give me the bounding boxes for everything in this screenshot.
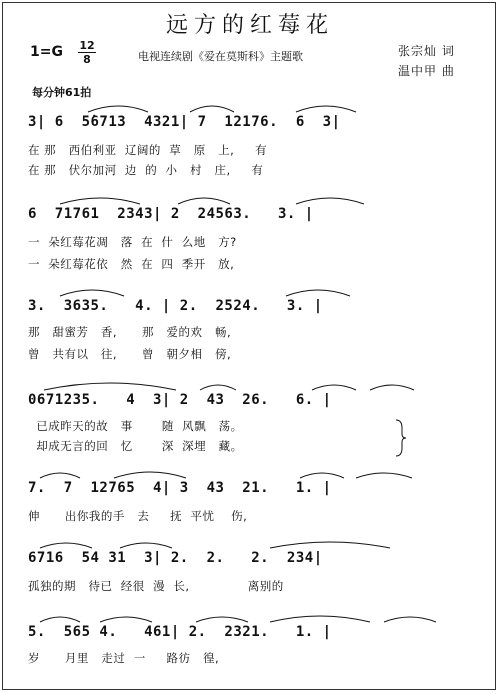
lyric-line-4b: 却成无言的回 忆 深 深埋 藏。: [28, 439, 243, 453]
time-signature: [78, 40, 96, 65]
time-signature-bottom: 8: [83, 53, 91, 66]
notation-line-3: 3. 3635. 4. | 2. 2524. 3. |: [28, 298, 323, 314]
lyric-line-3a: 那 甜蜜芳 香, 那 爱的欢 畅,: [28, 325, 232, 339]
lyric-line-1a: 在 那 西伯利亚 辽阔的 草 原 上, 有: [28, 143, 268, 157]
lyric-line-7a: 岁 月里 走过 一 路彷 徨,: [28, 651, 220, 665]
credit-composer: [398, 62, 455, 79]
key-signature: 1=G: [30, 44, 63, 60]
credit-lyricist: [398, 42, 455, 59]
notation-line-6: 6716 54 31 3| 2. 2. 2. 234|: [28, 550, 323, 566]
notation-line-1: 3| 6 5̇6713 4321| 7 12176. 6 3|: [28, 114, 341, 130]
notation-line-2: 6 71761 2343| 2 24563. 3. |: [28, 206, 314, 222]
notation-line-4: 0671235. 4 3| 2 43 26. 6. |: [28, 392, 332, 408]
lyric-line-3b: 曾 共有以 往, 曾 朝夕相 傍,: [28, 347, 232, 361]
lyric-line-2a: 一 朵红莓花凋 落 在 什 么地 方?: [28, 235, 237, 249]
lyric-line-1b: 在 那 伏尔加河 边 的 小 村 庄, 有: [28, 163, 264, 177]
time-signature-top: 12: [79, 39, 95, 52]
lyric-line-4a: 已成昨天的故 事 随 风飘 荡。: [28, 419, 243, 433]
lyric-line-5a: 伸 出你我的手 去 抚 平忧 伤,: [28, 509, 248, 523]
song-title: 远方的红莓花: [165, 13, 334, 38]
notation-line-5: 7. 7 12765 4| 3 43 21. 1. |: [28, 480, 332, 496]
lyric-line-2b: 一 朵红莓花依 然 在 四 季开 放,: [28, 257, 235, 271]
tempo-marking: 每分钟61拍: [32, 86, 92, 99]
song-subtitle: 电视连续剧《爱在莫斯科》主题歌: [138, 50, 303, 63]
credit-composer-role: 曲: [441, 64, 455, 78]
credit-composer-name: 温中甲: [398, 64, 438, 78]
credit-lyricist-name: 张宗灿: [398, 44, 438, 58]
notation-line-7: 5. 565 4. 461| 2. 2321. 1. |: [28, 624, 332, 640]
lyric-line-6a: 孤独的期 待已 经很 漫 长, 离别的: [28, 579, 284, 593]
credit-lyricist-role: 词: [441, 44, 455, 58]
